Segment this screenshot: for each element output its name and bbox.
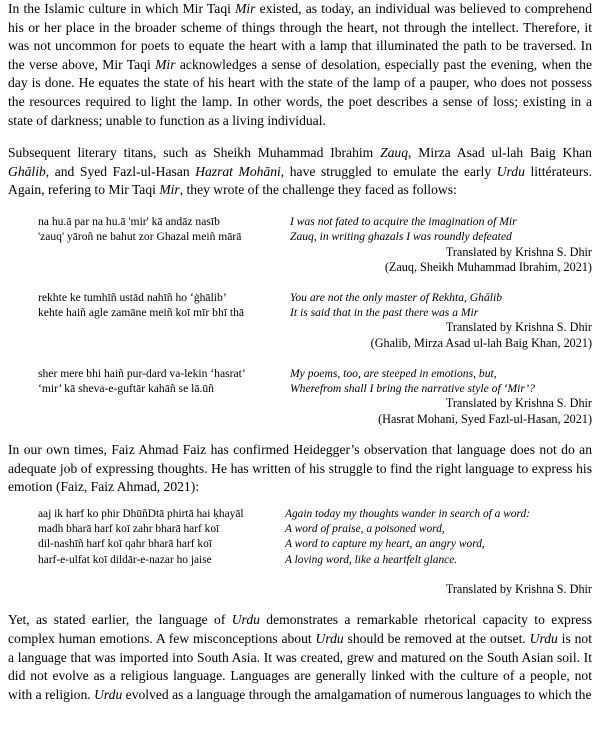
verse-original-hasrat [38, 366, 246, 397]
para2-italic-ghalib: Ghālib [8, 163, 46, 179]
spacer-before-faiz-credit [8, 568, 592, 582]
verse-translation-line: A word of praise, a poisoned word, [285, 523, 445, 536]
para2-italic-mir: Mir [159, 182, 180, 198]
para2-text-a: Subsequent literary titans, such as Sheikh Muhammad Ibrahim [8, 145, 381, 161]
para2-text-f: , they wrote of the challenge they faced as follows: [179, 182, 457, 198]
verse-translation-line: Zauq, in writing ghazals I was roundly defeated [290, 230, 512, 244]
verse-translation-line: A loving word, like a heartfelt glance. [285, 553, 458, 566]
spacer-after-verse2 [0, 352, 600, 366]
para4-italic-urdu-2: Urdu [315, 631, 344, 647]
verse-row-faiz [8, 507, 592, 568]
para2-text-d: , have struggled to emulate the early [280, 163, 497, 179]
verse-translation-line: I was not fated to acquire the imagination of Mir [290, 214, 517, 228]
verse-block-zauq [8, 214, 592, 276]
para1-text-b: existed, as today, an individual was believed to comprehend his or her place in the broader scheme of things through the heart, not through the intellect. Therefore, it was not uncommon for poets to equate the heart with a lamp that illuminated the path to be traversed. In the verse above, Mir Taqi [8, 1, 592, 72]
para2-italic-hazrat-mohani: Hazrat Mohāni [195, 163, 281, 179]
para1-text-c: acknowledges a sense of desolation, especially past the evening, when the day is done. He equates the state of his heart with the state of the lamp of a pauper, who does not possess the resources required to light the lamp. In other words, the poet describes a sense of loss; existing in a state of darkness; unable to function as a living individual. [8, 56, 592, 128]
para4-text-a: Yet, as stated earlier, the language of [8, 612, 232, 628]
verse-original-zauq [38, 214, 241, 245]
verse-original-line: kehte haiñ agle zamāne meiñ koī mīr bhī thā [38, 306, 245, 320]
paragraph-faiz-intro: In our own times, Faiz Ahmad Faiz has confirmed Heidegger’s observation that language does not do an adequate job of expressing thoughts. He has written of his struggle to find the right language to express his emotion (Faiz, Faiz Ahmad, 2021): [8, 442, 592, 495]
para4-text-b: demonstrates a remarkable rhetorical capacity to express complex human emotions. A few misconceptions about [8, 612, 592, 647]
verse-translation-line: You are not the only master of Rekhta, Ghālib [290, 290, 502, 304]
verse-translation-ghalib [290, 290, 592, 352]
verse-translation-line: Wherefrom shall I bring the narrative style of ‘Mir’? [290, 381, 535, 395]
para2-italic-zauq: Zauq [380, 145, 409, 161]
verse-block-hasrat [8, 366, 592, 428]
verse-original-ghalib [38, 290, 244, 321]
spacer-after-verse3 [0, 427, 600, 441]
spacer-after-para3 [0, 497, 600, 507]
para4-text-e: evolved as a language through the amalgamation of numerous languages to which the [122, 686, 592, 702]
spacer-after-para2 [0, 200, 600, 214]
verse-translation-line: It is said that in the past there was a Mir [290, 306, 479, 320]
para1-text-a: In the Islamic culture in which Mir Taqi [8, 1, 236, 16]
para2-text-c: , and Syed Fazl-ul-Hasan [45, 163, 196, 179]
verse-original-line: dil-nashīñ harf koī qahr bharā harf koī [38, 538, 212, 551]
verse-citation: (Hasrat Mohani, Syed Fazl-ul-Hasan, 2021) [378, 411, 592, 426]
verse-row-zauq [8, 214, 592, 276]
para4-italic-urdu-1: Urdu [231, 612, 260, 628]
verse-citation: (Ghalib, Mirza Asad ul-lah Baig Khan, 2021) [370, 335, 592, 350]
verse-translation-faiz [285, 507, 592, 568]
verse-translation-hasrat [290, 366, 592, 428]
verse-original-line: rekhte ke tumhīñ ustād nahīñ ho ‘ġhālib’ [38, 290, 227, 304]
para2-text-b: , Mirza Asad ul-lah Baig Khan [408, 145, 592, 161]
verse-citation: (Zauq, Sheikh Muhammad Ibrahim, 2021) [384, 260, 592, 275]
verse-translation-line: Again today my thoughts wander in search of a word: [285, 508, 530, 521]
para4-italic-urdu-3: Urdu [529, 631, 558, 647]
verse-translator-credit: Translated by Krishna S. Dhir [445, 396, 592, 411]
para2-italic-urdu: Urdu [496, 163, 525, 179]
para4-italic-urdu-4: Urdu [94, 686, 123, 702]
verse-original-line: aaj ik harf ko phir DhūñDtā phirtā hai ḳhayāl [38, 508, 244, 521]
verse-original-line: madh bharā harf koī zahr bharā harf koī [38, 523, 220, 536]
paragraph-literary-titans [8, 144, 592, 200]
verse-translation-line: My poems, too, are steeped in emotions, but, [290, 366, 497, 380]
verse-translator-credit-faiz: Translated by Krishna S. Dhir [445, 581, 592, 596]
para4-text-d: is not a language that was imported into South Asia. It was created, grew and matured on the South Asian soil. It did not evolve as a religious language. Languages are generally linked with the culture of a people, not with a religion. [8, 631, 592, 702]
spacer-after-para1 [0, 130, 600, 144]
para2-text-e: littérateurs. Again, refering to Mir Taqi [8, 163, 592, 198]
verse-block-faiz [8, 507, 592, 597]
verse-original-faiz [38, 507, 244, 568]
verse-block-ghalib [8, 290, 592, 352]
verse-translator-credit: Translated by Krishna S. Dhir [445, 244, 592, 259]
verse-original-line: 'zauq' yāroñ ne bahut zor Ghazal meiñ mārā [38, 230, 242, 244]
verse-original-line: na hu.ā par na hu.ā 'mir' kā andāz nasīb [38, 214, 220, 228]
verse-original-line: harf-e-ulfat koī dildār-e-nazar ho jaise [38, 553, 212, 566]
paragraph-urdu-misconceptions [8, 611, 592, 704]
verse-translator-credit: Translated by Krishna S. Dhir [445, 320, 592, 335]
para4-text-c: should be removed at the outset. [343, 631, 530, 647]
paragraph-islamic-culture [8, 0, 592, 130]
verse-original-line: ‘mir’ kā sheva-e-guftār kahāñ se lā.ūñ [38, 381, 214, 395]
verse-row-ghalib [8, 290, 592, 352]
para1-italic-mir-1: Mir [235, 1, 256, 16]
verse-row-hasrat [8, 366, 592, 428]
spacer-after-verse1 [0, 276, 600, 290]
spacer-after-faiz [0, 597, 600, 611]
verse-original-line: sher mere bhi haiñ pur-dard va-lekin ‘hasrat’ [38, 366, 246, 380]
verse-translation-zauq [290, 214, 592, 276]
verse-translation-line: A word to capture my heart, an angry word, [285, 538, 485, 551]
para1-italic-mir-2: Mir [155, 56, 176, 72]
